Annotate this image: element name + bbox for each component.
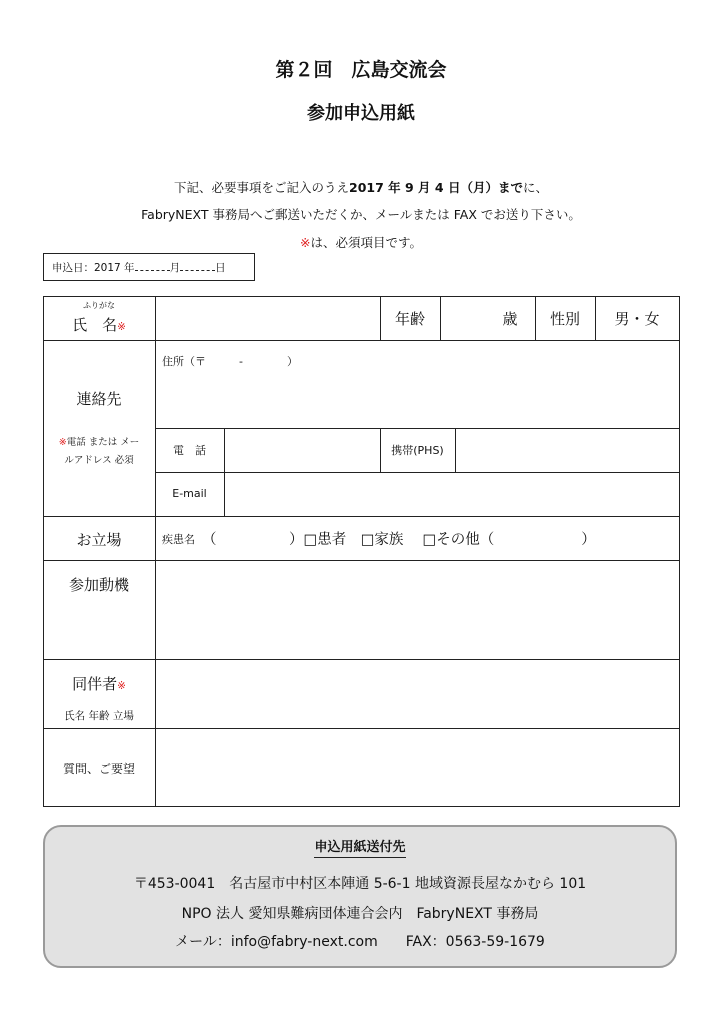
intro-text: に、: [522, 180, 548, 195]
page-subtitle: 参加申込用紙: [307, 103, 415, 124]
companion-label: 同伴者※: [72, 675, 126, 693]
questions-field[interactable]: [157, 730, 677, 804]
required-mark: ※: [300, 235, 311, 250]
contact-note-1: ※電話 または メー: [58, 437, 140, 448]
intro-line-2: FabryNEXT 事務局へご郵送いただくか、メールまたは FAX でお送り下さい。: [141, 207, 581, 222]
mobile-field[interactable]: [457, 430, 677, 470]
age-unit: 歳: [502, 310, 518, 328]
age-field[interactable]: [442, 298, 502, 338]
name-label: 氏 名※: [72, 316, 126, 334]
contact-note-2: ルアドレス 必須: [64, 455, 134, 466]
day-label: 日: [215, 262, 226, 274]
motive-label: 参加動機: [68, 576, 129, 594]
companion-field[interactable]: [157, 661, 677, 726]
footer-title: 申込用紙送付先: [45, 836, 675, 855]
footer-address: 〒453-0041 名古屋市中村区本陣通 5-6-1 地域資源長屋なかむら 101: [133, 876, 587, 892]
phone-label: 電 話: [173, 444, 206, 457]
required-mark: ※: [117, 321, 126, 333]
position-options[interactable]: （ ）□患者 □家族 □その他（ ）: [202, 532, 596, 548]
email-label: E-mail: [172, 487, 207, 500]
page-title: 第２回 広島交流会: [275, 59, 447, 81]
month-label: 月: [169, 262, 181, 274]
companion-sub-label: 氏名 年齢 立場: [64, 710, 134, 722]
motive-field[interactable]: [157, 562, 677, 657]
mobile-label: 携帯(PHS): [391, 444, 444, 457]
disease-label: 疾患名: [162, 533, 195, 546]
footer-organization: NPO 法人 愛知県難病団体連合会内 FabryNEXT 事務局: [181, 906, 539, 922]
age-label: 年齢: [394, 310, 425, 328]
gender-options[interactable]: 男・女: [614, 310, 660, 328]
email-field[interactable]: [226, 474, 677, 514]
date-prefix: 申込日：2017 年: [52, 262, 135, 274]
gender-label: 性別: [549, 310, 580, 328]
footer-contact: メール：info@fabry-next.com FAX：0563-59-1679: [175, 934, 545, 950]
position-label: お立場: [76, 531, 122, 549]
deadline-date: 2017 年 9 月 4 日（月）まで: [349, 180, 523, 195]
contact-label: 連絡先: [76, 390, 122, 408]
furigana-label: ふりがな: [83, 301, 115, 310]
intro-text: 下記、必要事項をご記入のうえ: [174, 180, 350, 195]
address-field[interactable]: 住所（〒 - ）: [162, 355, 298, 368]
mailing-address-box: [43, 825, 677, 968]
name-field[interactable]: [157, 298, 378, 338]
phone-field[interactable]: [226, 430, 378, 470]
intro-text: は、必須項目です。: [310, 235, 422, 250]
questions-label: 質問、ご要望: [62, 762, 135, 776]
required-mark: ※: [117, 680, 126, 692]
